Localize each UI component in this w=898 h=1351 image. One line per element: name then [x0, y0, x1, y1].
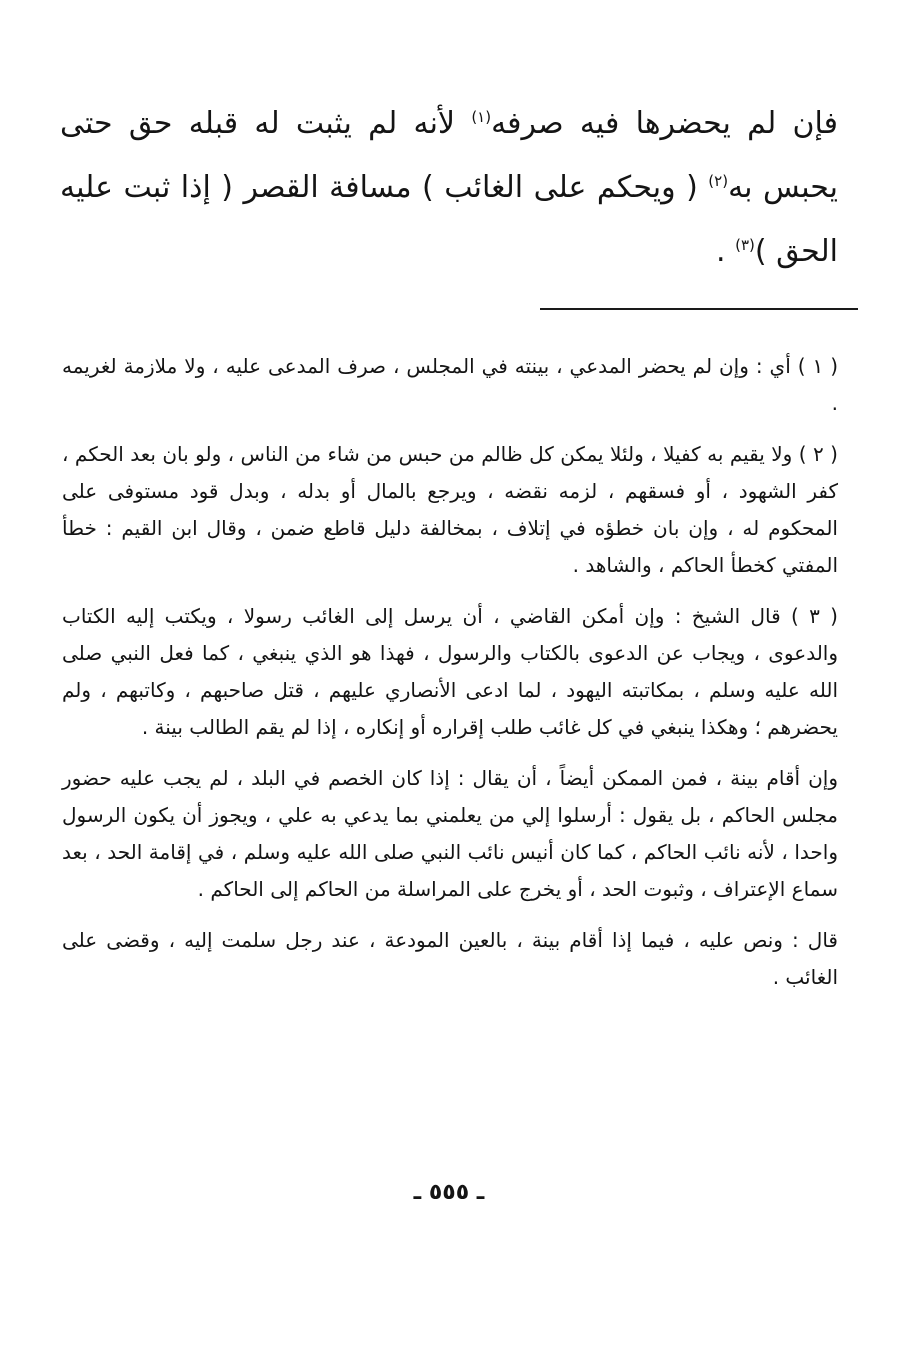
main-text: [60, 92, 838, 284]
footnote-mark-1: (١): [471, 108, 492, 126]
footnote-mark-3: (٣): [735, 236, 755, 254]
footnotes: [62, 348, 838, 1010]
page-number: ـ ٥٥٥ ـ: [413, 1180, 485, 1205]
footnote-2: ( ٢ ) ولا يقيم به كفيلا ، ولئلا يمكن كل ظالم من حبس من شاء من الناس ، ولو بان بعد الحكم ، كفر الشهود ، أو فسقهم ، لزمه نقضه ، ويرجع بالمال أو بدله ، وبدل قود مستوفى على المحكوم له ، وإن بان خطؤه في إتلاف ، بمخالفة دليل قاطع ضمن ، وقال ابن القيم : خطأ المفتي كخطأ الحاكم ، والشاهد .: [62, 442, 838, 577]
footnote-separator: [540, 308, 858, 310]
main-text-part-3: ( ويحكم على الغائب ) مسافة القصر ( إذا ثبت عليه الحق ): [60, 170, 838, 269]
footnote-1: ( ١ ) أي : وإن لم يحضر المدعي ، بينته في المجلس ، صرف المدعى عليه ، ولا ملازمة لغريمه .: [62, 354, 838, 415]
footnote-3: ( ٣ ) قال الشيخ : وإن أمكن القاضي ، أن يرسل إلى الغائب رسولا ، ويكتب إليه الكتاب والدعوى ، ويجاب عن الدعوى بالكتاب والرسول ، فهذا هو الذي ينبغي ، كما فعل النبي صلى الله عليه وسلم ، بمكاتبته اليهود ، لما ادعى الأنصاري عليهم ، قتل صاحبهم ، وكاتبهم ، ولم يحضرهم ؛ وهكذا ينبغي في كل غائب طلب إقراره أو إنكاره ، إذا لم يقم الطالب بينة .: [62, 604, 838, 739]
main-text-part-2: لأنه لم يثبت له قبله حق حتى يحبس به: [60, 106, 838, 205]
footnote-3-continued-1: وإن أقام بينة ، فمن الممكن أيضاً ، أن يقال : إذا كان الخصم في البلد ، لم يجب عليه حضور مجلس الحاكم ، بل يقول : أرسلوا إلي من يعلمني بما يدعي به علي ، ويجوز أن يكون الرسول واحدا ، لأنه نائب الحاكم ، كما كان أنيس نائب النبي صلى الله عليه وسلم ، في إقامة الحد ، بعد سماع الإعتراف ، وثبوت الحد ، أو يخرج على المراسلة من الحاكم إلى الحاكم .: [62, 766, 838, 901]
footnote-3-continued-2: قال : ونص عليه ، فيما إذا أقام بينة ، بالعين المودعة ، عند رجل سلمت إليه ، وقضى على الغائب .: [62, 928, 838, 989]
main-text-end: .: [716, 234, 736, 269]
main-text-part-1: فإن لم يحضرها فيه صرفه: [491, 106, 838, 141]
footnote-mark-2: (٢): [708, 172, 729, 190]
